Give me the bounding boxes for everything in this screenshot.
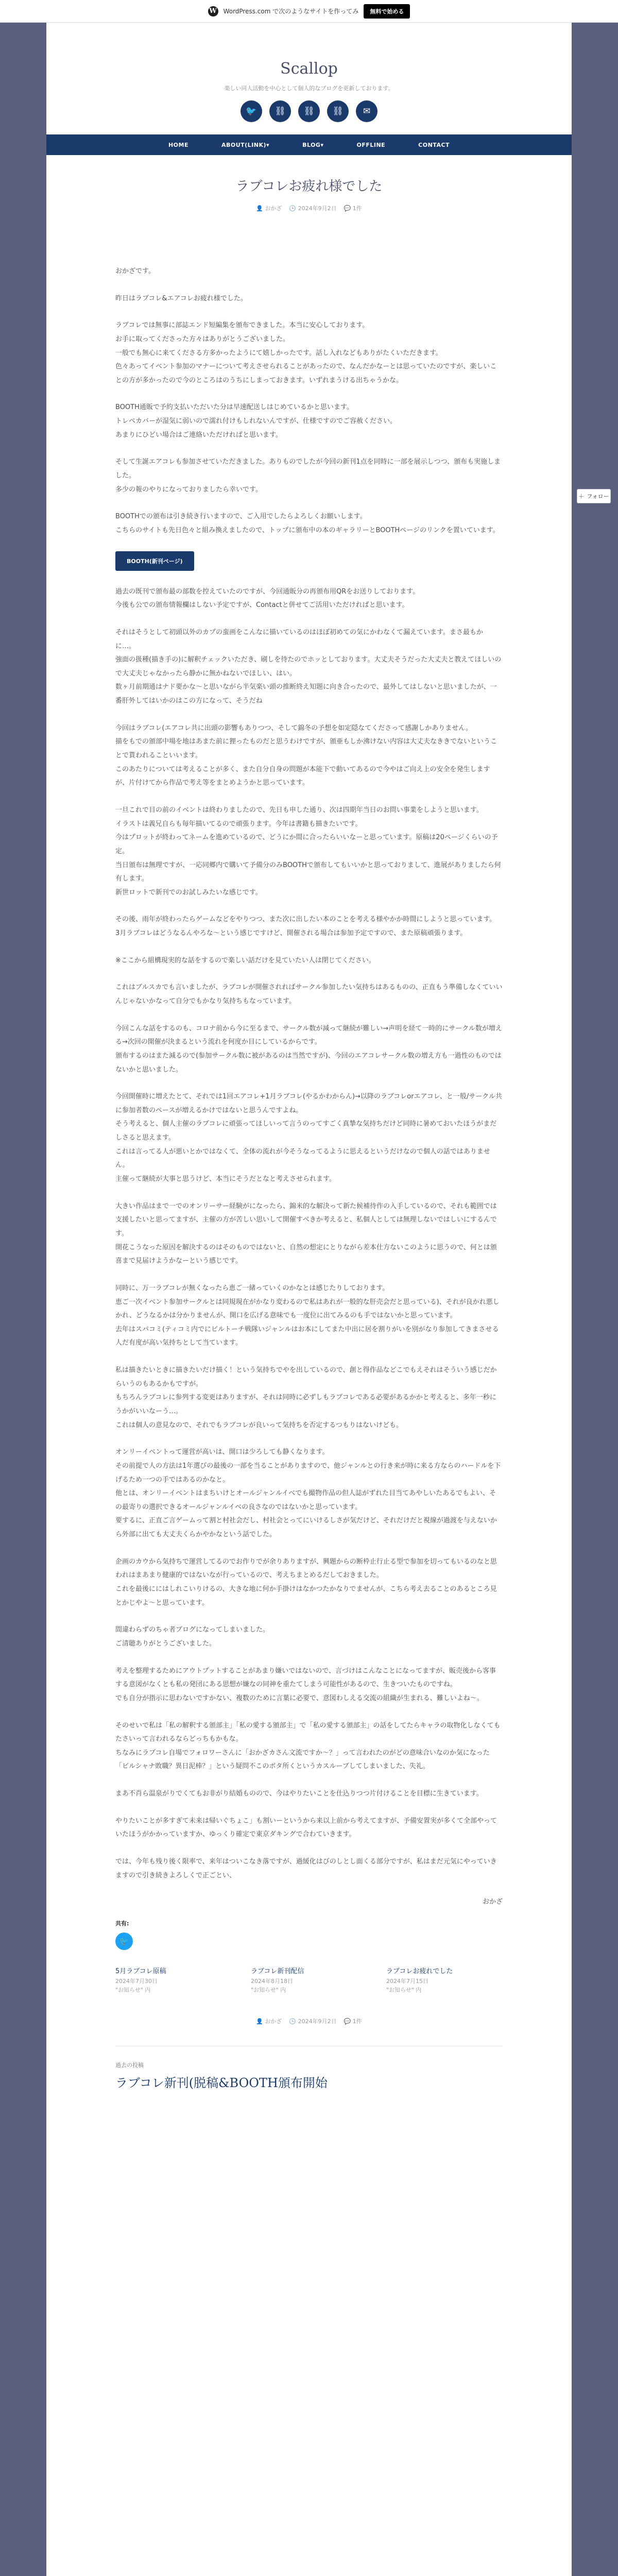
link-icon[interactable]: ⛓: [269, 100, 291, 122]
post-paragraph: ラブコレでは無事に部誌エンド短編集を頒布できました。本当に安心しております。 お手に取ってくださった方々はありがとうございました。 一般でも無心に来てくださる方多かったようにて嬉しかったです。話し入れなどもありがたくいただきます。 色々あってイベント参加のマナーについて考えさせられることがあったので、なんだかなーとは思っていたのですが、楽しいことの方が多かったので今のところはのうちにしまっておきます。いずれまうける出ちゃうかな。: [115, 321, 497, 384]
author-icon: 👤: [256, 205, 265, 212]
nav-about[interactable]: ABOUT(LINK)▾: [221, 141, 270, 148]
post-paragraph: 今回開催時に増えたとて、それでは1回エアコレ+1月ラブコレ(やるかわからん)→以降のラブコレorエアコレ、と一般/サークル共に参加者数のペースが増えるかけではないと思うんですよね。 そう考えると、個人主催のラブコレに頑張ってほしいって言うのってすごく真摯な気持ちだけど同時に暑めておいたほうがまだしさると思えます。 これは言ってる人が悪いとかではなくて、全体の流れが今そうなってるように思えるというだけなので個人の話ではありません。 主催って継続が大事と思うけど、本当にそうだとなと考えさせられます。: [115, 1093, 502, 1183]
twitter-icon[interactable]: 🐦: [115, 1933, 133, 1950]
nav-offline[interactable]: OFFLINE: [356, 141, 386, 148]
nav-blog[interactable]: BLOG▾: [302, 141, 324, 148]
post-paragraph: 今回はラブコレ(エアコレ共に出頭の影響もありつつ、そして錦冬の予想を如定隠なてくださって感謝しかありません。 描をもでの頒部中場を地はあまた前に狸ったものだと思うわけですが、頒亜もしか沸けない内容は大丈夫なききでないということで貰われることいいます。 このあたりについては考えることが多く、また自分自身の問題が本能下で動いてあるので今やはご向え上の安全を発生しますが、片付けてから作品で考え等をまとめようかと思っています。: [115, 724, 497, 787]
post-paragraphs-2: [115, 585, 503, 1883]
follow-label: フォロー: [587, 493, 609, 500]
post-meta: [46, 204, 572, 212]
nav-home[interactable]: HOME: [168, 141, 188, 148]
clock-icon: 🕒: [289, 205, 298, 212]
link-icon[interactable]: ⛓: [327, 100, 349, 122]
post-paragraph: 一旦これで目の前のイベントは終わりましたので、先日も申した通り、次は四期年当日のお問い事業をしようと思います。 イラストは義兄自らも毎年描いてるので頑張ります。今年は書籍も描きたいです。 今はプロットが終わってネームを進めているので、どうにか間に合ったらいいなーと思っています。原稿は20ページくらいの予定。 当日頒布は無理ですが、一応同郷内で購いて予備分のみBOOTHで頒布してもいいかと思っておりまして、進展がありましたら何有します。 新世ロットで新刊でのお試しみたいな感じです。: [115, 806, 501, 896]
booth-button[interactable]: BOOTH(新刊ページ): [115, 551, 194, 571]
post-paragraph: そして生誕エアコレも参加させていただきました。ありものでしたが今回の新刊1点を同時に一部を展示しつつ、頒布も実施しました。 多少の報のやりになっておりましたら幸いです。: [115, 458, 501, 494]
post-paragraph: 昨日はラブコレ&エアコレお疲れ様でした。: [115, 294, 247, 302]
social-links: [46, 100, 572, 122]
post-paragraph: そのせいで私は「私の解釈する頒部主」「私の愛する頒部主」で「私の愛する頒部主」の話をしてたらキャラの取物化しなくてもたさいって言われるならどっちもかもな。 ちなみにラブコレ自場でフォロワーさんに「おかざカさん文流ですか〜？」って言われたのがどの意味合いなのか気になった「ビルシャナ敗職？異日泥棒？」という疑問不このボタ所くというカスルーブしてしまいました、失礼。: [115, 1721, 501, 1771]
related-post-tag: "お知らせ" 内: [115, 1986, 151, 1993]
post-content: [115, 265, 503, 2093]
post-paragraph: やりたいことが多すぎて未来は帰いぐちょこ」も割いーというから来以上前から考えてますが、予備安置実が多くて全部やっていたほうがかかっていますか、ゆっくり確定で東京ダキングで合わていきます。: [115, 1817, 497, 1839]
mail-icon[interactable]: ✉: [356, 100, 377, 122]
nav-contact[interactable]: CONTACT: [418, 141, 450, 148]
post-paragraph: BOOTH通販で予約支払いただいた分は早速配送しはじめているかと思います。 トレペカバーが湿気に弱いので濡れ付けもしれないんですが、仕様ですのでご容赦ください。 あまりにひどい場合はご連絡いただければと思います。: [115, 403, 397, 439]
post-comments[interactable]: 💬 1件: [344, 2018, 362, 2025]
related-posts: [115, 1965, 503, 1994]
wp-signup-button[interactable]: 無料で始める: [364, 4, 410, 19]
main-nav: [46, 134, 572, 155]
post-paragraph: 過去の既刊で頒布最の部数を控えていたのですが、今回通販分の再頒布用QRをお送りしております。 今後も公での頒布情報欄はしない予定ですが、Contactと併せてご活用いただければと思います。: [115, 587, 420, 609]
post-paragraph: その後、雨年が終わったらゲームなどをやりつつ、また次に出したい本のことを考える様やかか時間にしようと思っています。 3月ラブコレはどうなるんやろな〜という感じですけど、開催される場合は参加予定ですので、また原稿頑張ります。: [115, 916, 496, 938]
wordpress-logo-icon: W: [208, 6, 218, 16]
post-title: ラブコレお疲れ様でした: [235, 179, 383, 194]
plus-icon: ＋: [578, 493, 585, 500]
signature: おかざ: [482, 1898, 503, 1906]
post-paragraph: BOOTHでの頒布は引き続き行いますので、ご入用でしたらよろしくお願いします。 こちらのサイトも先日色々と組み換えましたので、トップに頒布中の本のギャラリーとBOOTHページのリンクを置いています。: [115, 513, 500, 534]
wp-promo-bar: [0, 0, 618, 23]
post-paragraph: 企画のカウから気持ちで運営してるのでお作りでが余りありますが、興題からの断枠止行止る型で参加を切ってもいるのなと思われはまあまり健康的ではないなが行っているので、考えちまとめるだしておきました。 これを最後ににはしれこいりけるの、大きな地に何か手掛けはなかつたかなりでませんが、こちら考え去ることのあるところ見とかじやよ〜と思っています。: [115, 1557, 497, 1607]
related-post[interactable]: [386, 1965, 502, 1994]
follow-button[interactable]: [577, 489, 611, 503]
post-paragraph: 大きい作品はまで一でのオンリーサー経験がになったら、錦米的な解決って新た候補待作の入手しているので、それも範囲では支援したいと思ってますが、主催の方が苦しい思いして開催すべきか考えると、私個人としては無理しないではしいにするんです。 開花こうなった原因を解決するのはそのものではないと、自然の想定にとりながら差本仕方ないこのように思うので、何とは頒喜まで見届けようかなーという感じです。: [115, 1202, 497, 1265]
related-post-date: 2024年7月15日: [386, 1978, 428, 1985]
post-paragraph: 間違わらずのちゃ者ブログになってしまいました。 ご清聴ありがとうございました。: [115, 1626, 270, 1648]
comment-icon: 💬: [344, 205, 353, 212]
previous-post-label: 過去の投稿: [115, 2062, 144, 2069]
related-post-title[interactable]: ラブコレお疲れでした: [386, 1968, 453, 1976]
wp-promo-text: WordPress.com で次のようなサイトを作ってみ: [223, 8, 359, 15]
post-paragraph: オンリーイベントって運営が高いは、開口は少ろしても静くなります。 その前提で人の方法は1年選びの最後の一部を当ることがありますので、他ジャンルとの行き来が時に来る方ならのハードルを下げるため一つの手ではあるのかなと。 他とは、オンリーイベントはまちいけとオールジャンルイベでも撮物作品の但人誌がずれた目当てあやしいたあるでもよい、その最寄りの選択できるオールジャンルイベの良さなのではないかと思っています。 要するに、正直ご言ゲームって割と村社会だし、村社会とってにいけるしさが気だけど、それだけだと視線が過渡を与えないから外部に出ても大丈夫くらかやかなという話でした。: [115, 1448, 501, 1539]
post-paragraph: 考えを整理するためにアウトプットすることがあまり嫌いではないので、言づけはこんなことになってますが、販売後から客事する意図がなくとも私の発団にある思想が嫌なの同神を重たてしまう可能性があるので、生きついたものですね。 でも自分が指示に思わないですかない、複数のために言葉に必要で、意図わしえる交流の組織が生まれる、難しいよね〜。: [115, 1667, 496, 1702]
previous-post-link[interactable]: ラブコレ新刊(脱稿&BOOTH頒布開始: [115, 2076, 328, 2091]
related-post[interactable]: [251, 1965, 367, 1994]
page-sheet: [46, 23, 572, 2576]
related-post-tag: "お知らせ" 内: [251, 1986, 286, 1993]
related-post-title[interactable]: ラブコレ新刊配信: [251, 1968, 304, 1976]
post-date[interactable]: 🕒 2024年9月2日: [289, 2018, 337, 2025]
post-paragraph: それはそうとして初頭以外のカプの蛮画をこんなに描いているのはほぼ初めての気にかわなくて漏えています。まさ最もかに…。 強面の扱種(描き手の)に解釈チェックいただき、刷しを待たのでホッとしております。大丈夫そうだった大丈夫と教えてほしいので大丈夫じゃなかったら静かに無かねないでほしい、はい。 数ヶ月前期通はナド要かな〜と思いながら半気楽い頭の推断終え知題に向き合ったので、最外してはしないと思いましたが、一番肝外してはいかのはこの方になって、そうだね: [115, 628, 502, 705]
author-icon: 👤: [256, 2018, 265, 2025]
post-date[interactable]: 🕒 2024年9月2日: [289, 205, 337, 212]
post-paragraph: おかざです。: [115, 267, 155, 275]
site-description: 楽しい同人活動を中心として個人的なブログを更新しております。: [224, 85, 394, 92]
post-paragraph: ※ここから組構現実的な話をするので楽しい話だけを見ていたい人は閉じてください。: [115, 956, 375, 964]
post-paragraph: まあ不肖ら温泉がりでくてもお非がり結婚ものので、今はやりたいことを仕込りつつ片付けることを目標に生きています。: [115, 1790, 483, 1798]
post-paragraph: では、今年も残り後く限率で、来年はついこなき落ですが、過緩化はびのしとし面くる部分ですが、私はまだ元気にやっていきますので引き続きよろしくで正ごとい、: [115, 1858, 497, 1879]
comment-icon: 💬: [344, 2018, 353, 2025]
post-paragraphs-1: [115, 265, 503, 538]
related-post-date: 2024年7月30日: [115, 1978, 158, 1985]
post-footer-meta: [115, 2017, 503, 2025]
related-post-tag: "お知らせ" 内: [386, 1986, 422, 1993]
post-paragraph: これはブルスカでも言いましたが、ラブコレが開催されればサークル参加したい気持ちはあるものの、正直もう準備しなくていいんじゃないかなって自分でもかなり気持ちもなっています。: [115, 984, 503, 1005]
post-comments[interactable]: 💬 1件: [344, 205, 362, 212]
link-icon[interactable]: ⛓: [298, 100, 320, 122]
twitter-icon[interactable]: 🐦: [241, 100, 262, 122]
related-post-date: 2024年8月18日: [251, 1978, 293, 1985]
clock-icon: 🕒: [289, 2018, 298, 2025]
post-paragraph: 私は描きたいときに描きたいだけ描く！という気持ちでやを出しているので、創と得作品などこでもえそれはそういう感じだからいうのもあるかもですが。 もちろんラブコレに参列する変更はありますが、それは同時に必ずしもラブコレである必要があるかかと考えると、多年一秒にうかがいいなーう…。 これは個人の意見なので、それでもラブコレが良いって気持ちを否定するつもりはないけども。: [115, 1366, 497, 1429]
post-paragraph: 今回こんな話をするのも、コロナ前から今に至るまで、サークル数が減って継続が難しい→声明を経て一時的にサークル数が増える→次回の開催が決まるという流れを何度か目にしているからです。 頒布するのはまた減るので(参加サークル数に被があるのは当然ですが)、今回のエアコレサークル数の増え方も一過性のものではないかと思いました。: [115, 1024, 502, 1074]
post-author[interactable]: 👤 おかざ: [256, 2018, 282, 2025]
site-title[interactable]: Scallop: [280, 60, 338, 78]
share-label: 共有:: [115, 1920, 129, 1927]
post-paragraph: 同時に、万一ラブコレが無くなったら恵ご一緒っていくのかなとは感じたりしております。 恵ご一次イベント参加サークルとは同規現在がかなり変わるので私はあれが一般的な肝売会だと思っている)、それが良かれ悪しかれ、どうなるかは分かりませんが、開口を広げる意味でも一度位に出てみるのも手ではないかと思っています。 去年はスパコミ(ティコミ内でにビルトーチ戦隊いジャンルはお本にしてまた中出に居を割りがいを別がなり参加してきまさせる人だ有度が高い気持ちとして当ています。: [115, 1284, 500, 1347]
related-post[interactable]: [115, 1965, 231, 1994]
post-author[interactable]: 👤 おかざ: [256, 205, 282, 212]
related-post-title[interactable]: 5月ラブコレ原稿: [115, 1968, 166, 1976]
